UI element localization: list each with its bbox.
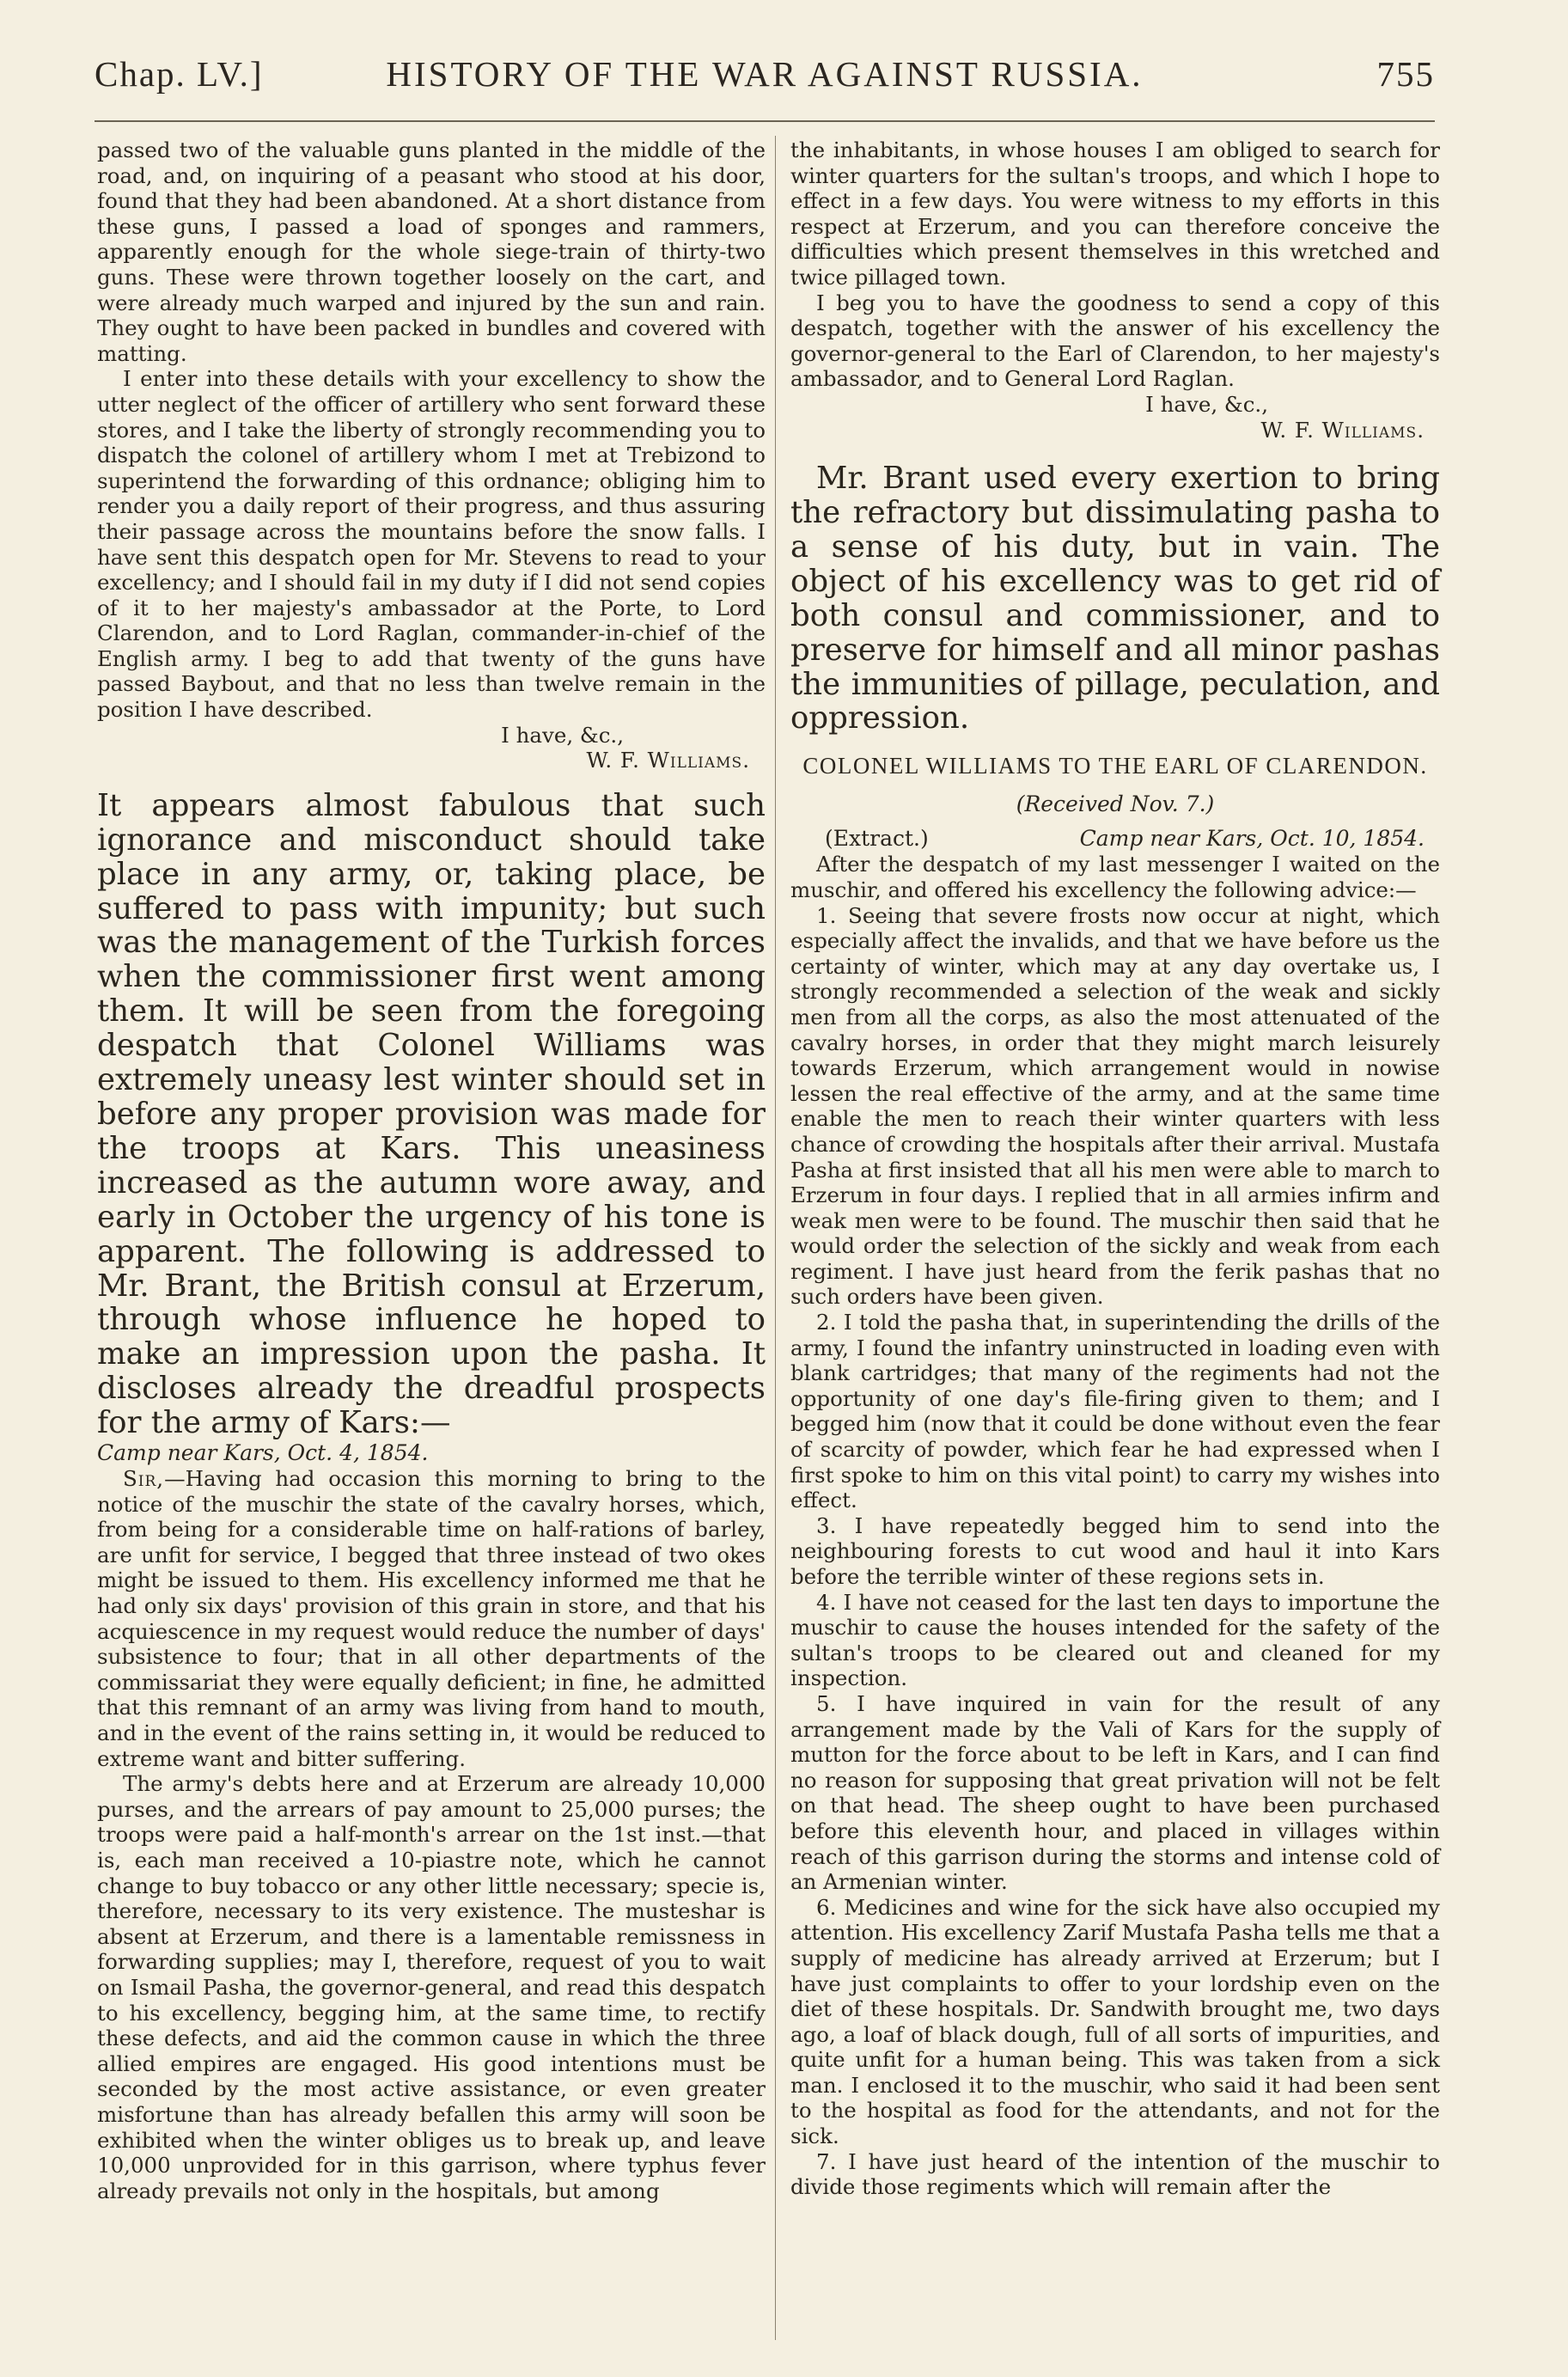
- page-number: 755: [1376, 54, 1435, 94]
- narrative-paragraph: It appears almost fabulous that such ignorance and misconduct should take place in any army, or, taking place, be suffered to pass with impunity; but such was the management of the Turkish forces when the commissioner first went among them. It will be seen from the foregoing despatch that Colonel Williams was extremely uneasy lest winter should set in before any proper provision was made for the troops at Kars. This uneasiness increased as the autumn wore away, and early in October the urgency of his tone is apparent. The following is addressed to Mr. Brant, the British consul at Erzerum, through whose influence he hoped to make an impression upon the pasha. It discloses already the dreadful prospects for the army of Kars:—: [97, 787, 766, 1441]
- column-divider: [775, 136, 776, 2340]
- letter-paragraph-1: [97, 1466, 766, 1771]
- advice-item: 7. I have just heard of the intention of the muschir to divide those regiments which will remain after the: [790, 2148, 1440, 2200]
- right-paragraph-1: the inhabitants, in whose houses I am obliged to search for winter quarters for the sultan's troops, and which I hope to effect in a few days. You were witness to my efforts in this respect at Erzerum, and you can therefore conceive the difficulties which present themselves in this wretched and twice pillaged town.: [790, 137, 1440, 290]
- advice-item: 1. Seeing that severe frosts now occur at night, which especially affect the invalids, and that we have before us the certainty of winter, which may at any day overtake us, I strongly recommended a selection of the weak and sickly men from all the corps, as also the most attenuated of the cavalry horses, in order that they might march leisurely towards Erzerum, which arrangement would in nowise lessen the real effective of the army, and at the same time enable the men to reach their winter quarters with less chance of crowding the hospitals after their arrival. Mustafa Pasha at first insisted that all his men were able to march to Erzerum in four days. I replied that in all armies infirm and weak men were to be found. The muschir then said that he would order the selection of the sickly and weak from each regiment. I have just heard from the ferik pashas that no such orders have been given.: [790, 902, 1440, 1310]
- right-paragraph-2: I beg you to have the goodness to send a copy of this despatch, together with the answer of his excellency the governor-general to the Earl of Clarendon, to her majesty's ambassador, and to General Lord Raglan.: [790, 290, 1440, 392]
- left-paragraph-2: I enter into these details with your excellency to show the utter neglect of the officer of artillery who sent forward these stores, and I take the liberty of strongly recommending you to dispatch the colonel of artillery whom I met at Trebizond to superintend the forwarding of this ordnance; obliging him to render you a daily report of their progress, and thus assuring their passage across the mountains before the snow falls. I have sent this despatch open for Mr. Stevens to read to your excellency; and I should fail in my duty if I did not send copies of it to her majesty's ambassador at the Porte, to Lord Clarendon, and to Lord Raglan, commander-in-chief of the English army. I beg to add that twenty of the guns have passed Baybout, and that no less than twelve remain in the position I have described.: [97, 366, 766, 723]
- salutation: Sir,: [123, 1466, 165, 1492]
- signature-name: W. F. Williams.: [586, 748, 750, 773]
- extract-label: (Extract.): [825, 826, 929, 852]
- right-column: [790, 137, 1440, 2200]
- header-rule: [95, 120, 1435, 122]
- letter-intro: After the despatch of my last messenger I waited on the muschir, and offered his excellency the following advice:—: [790, 852, 1440, 902]
- narrative-paragraph: Mr. Brant used every exertion to bring the refractory but dissimulating pasha to a sense of his duty, but in vain. The object of his excellency was to get rid of both consul and commissioner, and to preserve for himself and all minor pashas the immunities of pillage, peculation, and oppression.: [790, 461, 1440, 736]
- advice-item: 2. I told the pasha that, in superintending the drills of the army, I found the infantry uninstructed in loading even with blank cartridges; that many of the regiments had not the opportunity of one day's file-firing given to them; and I begged him (now that it could be done without even the fear of scarcity of powder, which fear he had expressed when I first spoke to him on this vital point) to carry my wishes into effect.: [790, 1310, 1440, 1513]
- section-heading: COLONEL WILLIAMS TO THE EARL OF CLARENDON.: [802, 753, 1428, 779]
- signature-closing: I have, &c.,: [501, 722, 624, 748]
- extract-line: [790, 826, 1440, 852]
- chapter-label: Chap. LV.]: [95, 54, 264, 94]
- advice-item: 4. I have not ceased for the last ten days to importune the muschir to cause the houses intended for the safety of the sultan's troops to be cleared out and cleaned for my inspection.: [790, 1589, 1440, 1691]
- left-column: [97, 137, 766, 2203]
- running-header: [95, 53, 1435, 105]
- advice-item: 6. Medicines and wine for the sick have also occupied my attention. His excellency Zarif Mustafa Pasha tells me that a supply of medicine has already arrived at Erzerum; but I have just complaints to offer to your lordship even on the diet of these hospitals. Dr. Sandwith brought me, two days ago, a loaf of black dough, full of all sorts of impurities, and quite unfit for a human being. This was taken from a sick man. I enclosed it to the muschir, who said it had been sent to the hospital as food for the attendants, and not for the sick.: [790, 1894, 1440, 2149]
- advice-item: 5. I have inquired in vain for the result of any arrangement made by the Vali of Kars for the supply of mutton for the force about to be left in Kars, and I can find no reason for supposing that great privation will not be felt on that head. The sheep ought to have been purchased before this eleventh hour, and placed in villages within reach of this garrison during the storms and intense cold of an Armenian winter.: [790, 1690, 1440, 1895]
- letter-paragraph-1-text: —Having had occasion this morning to bring to the notice of the muschir the state of the cavalry horses, which, from being for a considerable time on half-rations of barley, are unfit for service, I begged that three instead of two okes might be issued to them. His excellency informed me that he had only six days' provision of this grain in store, and that his acquiescence in my request would reduce the number of days' subsistence to four; that in all other departments of the commissariat they were equally deficient; in fine, he admitted that this remnant of an army was living from hand to mouth, and in the event of the rains setting in, it would be reduced to extreme want and bitter suffering.: [97, 1466, 766, 1771]
- signature-name: W. F. Williams.: [1260, 417, 1425, 443]
- received-note: (Received Nov. 7.): [1016, 791, 1215, 817]
- page-title: HISTORY OF THE WAR AGAINST RUSSIA.: [386, 54, 1144, 94]
- letter-dateline: Camp near Kars, Oct. 10, 1854.: [1079, 826, 1425, 852]
- signature-closing: I have, &c.,: [1145, 391, 1268, 417]
- letter-paragraph-2: The army's debts here and at Erzerum are already 10,000 purses, and the arrears of pay amount to 25,000 purses; the troops were paid a half-month's arrear on the 1st inst.—that is, each man received a 10-piastre note, which he cannot change to buy tobacco or any other little necessary; specie is, therefore, necessary to its very existence. The musteshar is absent at Erzerum, and there is a lamentable remissness in forwarding supplies; may I, therefore, request of you to wait on Ismail Pasha, the governor-general, and read this despatch to his excellency, begging him, at the same time, to rectify these defects, and aid the common cause in which the three allied empires are engaged. His good intentions must be seconded by the most active assistance, or even greater misfortune than has already befallen this army will soon be exhibited when the winter obliges us to break up, and leave 10,000 unprovided for in this garrison, where typhus fever already prevails not only in the hospitals, but among: [97, 1771, 766, 2203]
- letter-dateline: Camp near Kars, Oct. 4, 1854.: [97, 1440, 429, 1466]
- left-paragraph-1: passed two of the valuable guns planted in the middle of the road, and, on inquiring of a peasant who stood at his door, found that they had been abandoned. At a short distance from these guns, I passed a load of sponges and rammers, apparently enough for the whole siege-train of thirty-two guns. These were thrown together loosely on the cart, and were already much warped and injured by the sun and rain. They ought to have been packed in bundles and covered with matting.: [97, 137, 766, 366]
- advice-item: 3. I have repeatedly begged him to send into the neighbouring forests to cut wood and haul it into Kars before the terrible winter of these regions sets in.: [790, 1512, 1440, 1589]
